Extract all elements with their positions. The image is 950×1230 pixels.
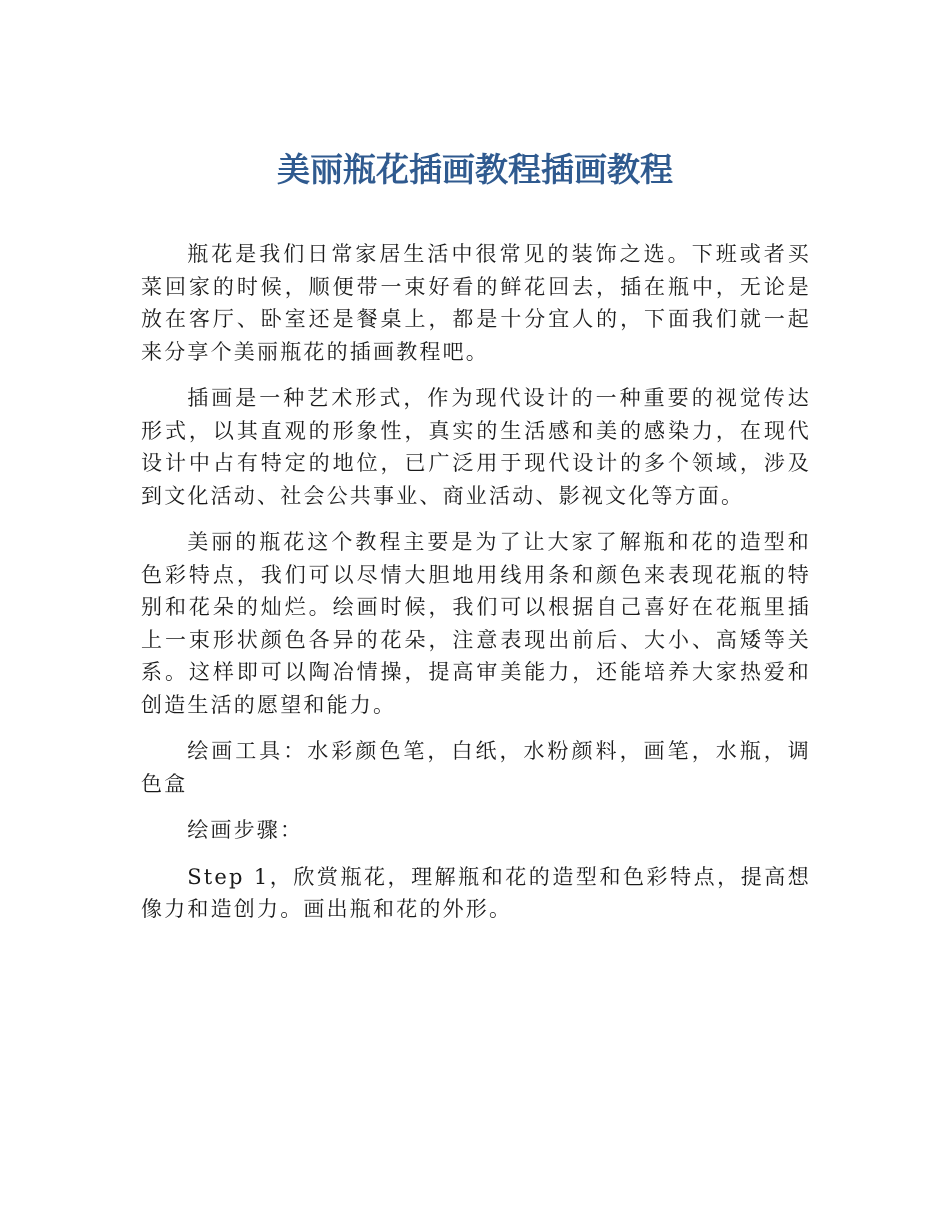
paragraph-step-1: Step 1，欣赏瓶花，理解瓶和花的造型和色彩特点，提高想像力和造创力。画出瓶和花的外形。 <box>141 864 811 921</box>
paragraph-illustration-art: 插画是一种艺术形式，作为现代设计的一种重要的视觉传达形式，以其直观的形象性，真实的生活感和美的感染力，在现代设计中占有特定的地位，已广泛用于现代设计的多个领域，涉及到文化活动、社会公共事业、商业活动、影视文化等方面。 <box>141 386 811 508</box>
document-body <box>141 238 811 940</box>
paragraph-tutorial-purpose: 美丽的瓶花这个教程主要是为了让大家了解瓶和花的造型和色彩特点，我们可以尽情大胆地用线用条和颜色来表现花瓶的特别和花朵的灿烂。绘画时候，我们可以根据自己喜好在花瓶里插上一束形状颜色各异的花朵，注意表现出前后、大小、高矮等关系。这样即可以陶冶情操，提高审美能力，还能培养大家热爱和创造生活的愿望和能力。 <box>141 530 811 717</box>
paragraph-intro: 瓶花是我们日常家居生活中很常见的装饰之选。下班或者买菜回家的时候，顺便带一束好看的鲜花回去，插在瓶中，无论是放在客厅、卧室还是餐桌上，都是十分宜人的，下面我们就一起来分享个美丽瓶花的插画教程吧。 <box>141 242 811 364</box>
document-title: 美丽瓶花插画教程插画教程 <box>277 150 673 189</box>
paragraph-tools: 绘画工具：水彩颜色笔，白纸，水粉颜料，画笔，水瓶，调色盒 <box>141 739 811 796</box>
paragraph-steps-heading: 绘画步骤： <box>187 818 304 842</box>
